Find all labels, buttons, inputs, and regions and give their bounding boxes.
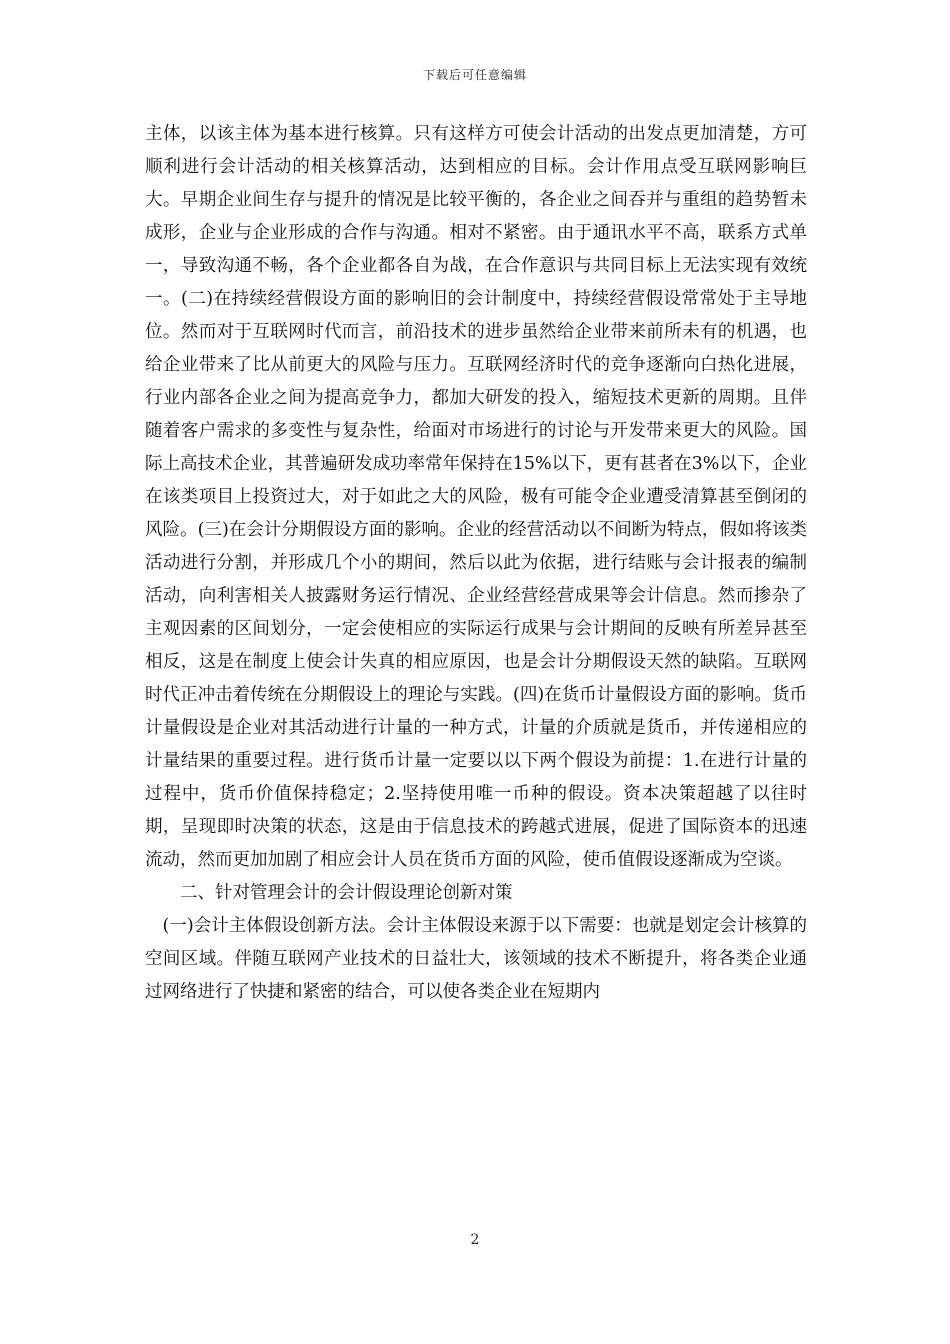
body-paragraph: 主体，以该主体为基本进行核算。只有这样方可使会计活动的出发点更加清楚，方可顺利进行会计活动的相关核算活动，达到相应的目标。会计作用点受互联网影响巨大。早期企业间生存与提升的情况是比较平衡的，各企业之间吞并与重组的趋势暂未成形，企业与企业形成的合作与沟通。相对不紧密。由于通讯水平不高，联系方式单一，导致沟通不畅，各个企业都各自为战，在合作意识与共同目标上无法实现有效统一。(二)在持续经营假设方面的影响旧的会计制度中，持续经营假设常常处于主导地位。然而对于互联网时代而言，前沿技术的进步虽然给企业带来前所未有的机遇，也给企业带来了比从前更大的风险与压力。互联网经济时代的竞争逐渐向白热化进展，行业内部各企业之间为提高竞争力，都加大研发的投入，缩短技术更新的周期。且伴随着客户需求的多变性与复杂性，给面对市场进行的讨论与开发带来更大的风险。国际上高技术企业，其普遍研发成功率常年保持在15%以下，更有甚者在3%以下，企业在该类项目上投资过大，对于如此之大的风险，极有可能令企业遭受清算甚至倒闭的风险。(三)在会计分期假设方面的影响。企业的经营活动以不间断为特点，假如将该类活动进行分割，并形成几个小的期间，然后以此为依据，进行结账与会计报表的编制活动，向利害相关人披露财务运行情况、企业经营经营成果等会计信息。然而掺杂了主观因素的区间划分，一定会使相应的实际运行成果与会计期间的反映有所差异甚至相反，这是在制度上使会计失真的相应原因，也是会计分期假设天然的缺陷。互联网时代正冲击着传统在分期假设上的理论与实践。(四)在货币计量假设方面的影响。货币计量假设是企业对其活动进行计量的一种方式，计量的介质就是货币，并传递相应的计量结果的重要过程。进行货币计量一定要以以下两个假设为前提：1.在进行计量的过程中，货币价值保持稳定；2.坚持使用唯一币种的假设。资本决策超越了以往时期，呈现即时决策的状态，这是由于信息技术的跨越式进展，促进了国际资本的迅速流动，然而更加加剧了相应会计人员在货币方面的风险，使币值假设逐渐成为空谈。 <box>145 124 807 870</box>
body-paragraph: (一)会计主体假设创新方法。会计主体假设来源于以下需要：也就是划定会计核算的空间区域。伴随互联网产业技术的日益壮大，该领域的技术不断提升，将各类企业通过网络进行了快捷和紧密的结合，可以使各类企业在短期内 <box>145 916 807 1002</box>
section-heading: 二、针对管理会计的会计假设理论创新对策 <box>180 883 513 903</box>
page-number: 2 <box>470 1232 480 1248</box>
page-header: 下载后可任意编辑 <box>422 68 527 82</box>
document-body <box>145 118 807 1009</box>
